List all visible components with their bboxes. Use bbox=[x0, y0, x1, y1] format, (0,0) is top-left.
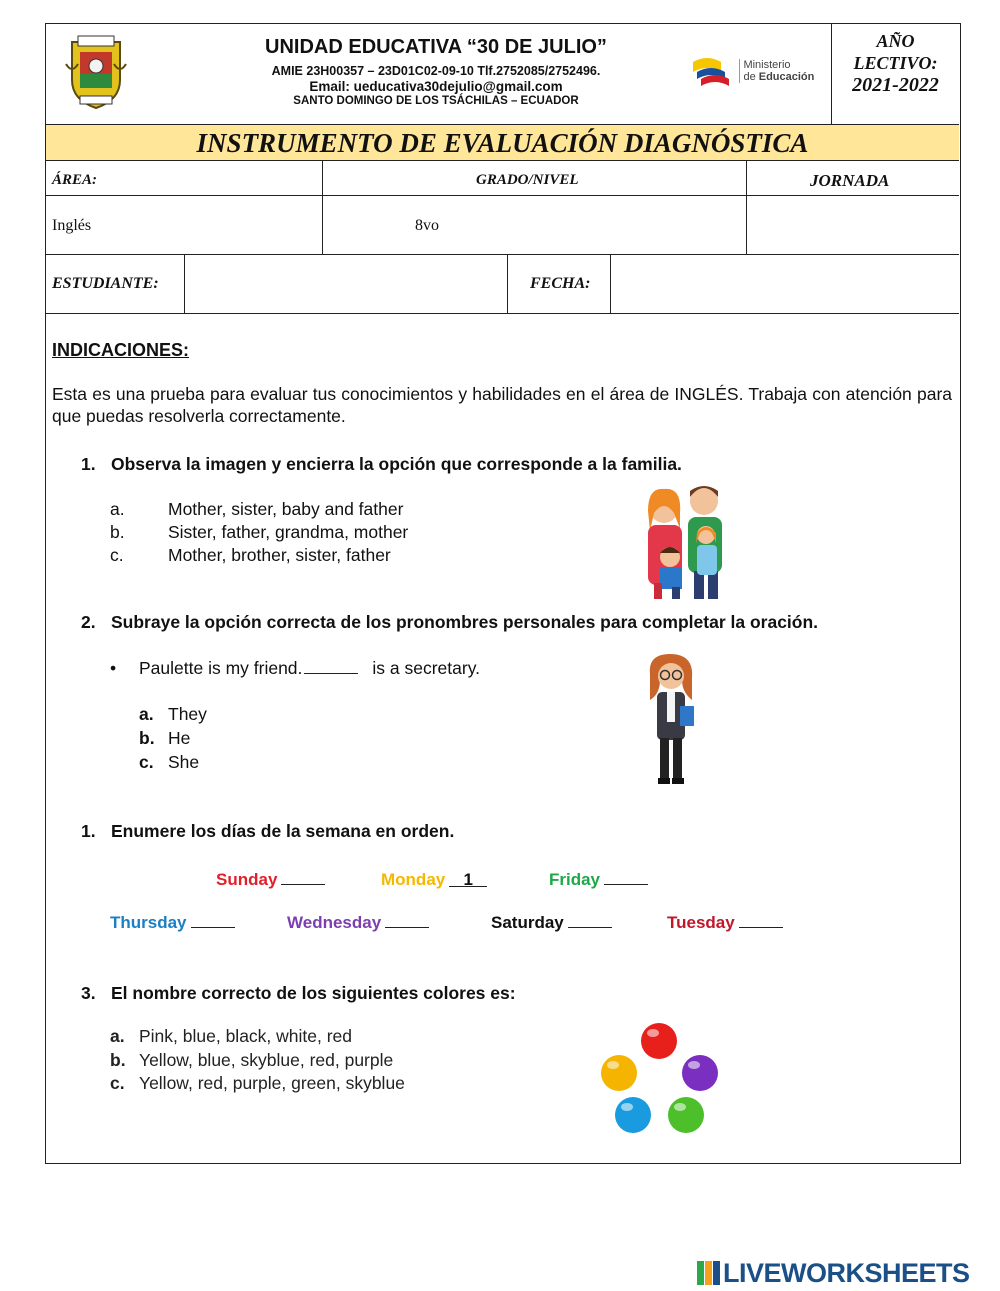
option-key: b. bbox=[110, 522, 125, 542]
school-codes: AMIE 23H00357 – 23D01C02-09-10 Tlf.2752085/2752496. bbox=[271, 64, 601, 78]
info-value-row bbox=[46, 196, 959, 255]
day-friday bbox=[549, 870, 648, 890]
q1-option-b[interactable] bbox=[110, 521, 408, 544]
day-thursday bbox=[110, 913, 235, 933]
day-name: Saturday bbox=[491, 913, 564, 932]
liveworksheets-brand bbox=[697, 1258, 970, 1289]
q1-option-a[interactable] bbox=[110, 498, 408, 521]
option-text: They bbox=[168, 704, 207, 724]
worksheet-title: INSTRUMENTO DE EVALUACIÓN DIAGNÓSTICA bbox=[46, 125, 959, 161]
option-text: Mother, brother, sister, father bbox=[168, 545, 391, 565]
ball-yellow-icon bbox=[601, 1055, 637, 1091]
brand-text: LIVEWORKSHEETS bbox=[723, 1258, 970, 1288]
fecha-label: FECHA: bbox=[530, 275, 591, 292]
estudiante-label: ESTUDIANTE: bbox=[52, 275, 159, 292]
divider bbox=[184, 255, 185, 314]
ministry-line1: Ministerio bbox=[743, 59, 791, 71]
day-tuesday bbox=[667, 913, 783, 933]
year-label-2: LECTIVO: bbox=[853, 53, 938, 73]
school-crest-icon bbox=[64, 34, 128, 110]
secretary-illustration-icon bbox=[642, 652, 700, 788]
day-answer-blank[interactable] bbox=[385, 914, 429, 928]
option-text: Pink, blue, black, white, red bbox=[139, 1026, 353, 1046]
question-text: Observa la imagen y encierra la opción que corresponde a la familia. bbox=[111, 454, 682, 474]
day-answer-blank[interactable] bbox=[191, 914, 235, 928]
option-key: a. bbox=[139, 704, 154, 724]
ecuador-flag-icon bbox=[691, 54, 735, 88]
grado-label: GRADO/NIVEL bbox=[476, 172, 579, 188]
ministry-line2-bold: Educación bbox=[758, 71, 815, 83]
option-key: b. bbox=[139, 728, 155, 748]
q1-option-c[interactable] bbox=[110, 544, 408, 567]
q2-option-a[interactable] bbox=[139, 702, 207, 726]
divider bbox=[610, 255, 611, 314]
area-value: Inglés bbox=[52, 217, 92, 234]
option-text: Yellow, red, purple, green, skyblue bbox=[139, 1073, 405, 1093]
ball-purple-icon bbox=[682, 1055, 718, 1091]
question-text: Enumere los días de la semana en orden. bbox=[111, 821, 455, 841]
ministry-logo bbox=[691, 54, 814, 88]
divider bbox=[507, 255, 508, 314]
family-illustration-icon bbox=[634, 479, 738, 601]
q2-options bbox=[139, 702, 207, 774]
question-4 bbox=[81, 983, 516, 1004]
option-key: c. bbox=[139, 752, 154, 772]
option-text: Mother, sister, baby and father bbox=[168, 499, 404, 519]
day-monday bbox=[381, 870, 487, 890]
day-name: Tuesday bbox=[667, 913, 735, 932]
question-number: 3. bbox=[81, 983, 96, 1003]
day-answer-blank[interactable] bbox=[281, 871, 325, 885]
day-answer-blank[interactable] bbox=[739, 914, 783, 928]
option-key: b. bbox=[110, 1049, 126, 1070]
day-answer-blank[interactable] bbox=[568, 914, 612, 928]
question-number: 2. bbox=[81, 612, 96, 632]
day-name: Monday bbox=[381, 870, 446, 889]
year-label-1: AÑO bbox=[876, 31, 915, 51]
day-sunday bbox=[216, 870, 325, 890]
sentence-part-1: Paulette is my friend. bbox=[139, 658, 303, 678]
day-answer-blank[interactable]: 1 bbox=[449, 873, 487, 887]
day-name: Wednesday bbox=[287, 913, 382, 932]
question-number: 1. bbox=[81, 821, 96, 841]
q2-option-c[interactable] bbox=[139, 750, 207, 774]
area-label: ÁREA: bbox=[52, 172, 98, 188]
grado-value: 8vo bbox=[415, 217, 439, 234]
ball-red-icon bbox=[641, 1023, 677, 1059]
option-key: a. bbox=[110, 499, 125, 519]
worksheet-frame bbox=[45, 23, 961, 1164]
q2-sentence bbox=[110, 657, 480, 680]
option-key: a. bbox=[110, 1026, 125, 1046]
jornada-label: JORNADA bbox=[810, 171, 890, 190]
question-text: El nombre correcto de los siguientes colores es: bbox=[111, 983, 516, 1003]
option-text: Sister, father, grandma, mother bbox=[168, 522, 409, 542]
instructions-text: Esta es una prueba para evaluar tus conocimientos y habilidades en el área de INGLÉS. Trabaja con atención para que puedas resolverla correctamente. bbox=[52, 384, 952, 426]
option-text: He bbox=[168, 728, 191, 748]
year-value: 2021-2022 bbox=[852, 74, 939, 96]
day-name: Sunday bbox=[216, 870, 278, 889]
option-text: Yellow, blue, skyblue, red, purple bbox=[139, 1049, 394, 1070]
school-year-box bbox=[831, 24, 959, 125]
question-number: 1. bbox=[81, 454, 96, 474]
student-name-field[interactable] bbox=[188, 259, 503, 310]
q2-option-b[interactable] bbox=[139, 726, 207, 750]
ministry-line2-prefix: de bbox=[743, 71, 759, 83]
answer-blank[interactable] bbox=[304, 660, 358, 674]
q4-option-a[interactable] bbox=[110, 1025, 405, 1049]
school-email: Email: ueducativa30dejulio@gmail.com bbox=[309, 79, 563, 94]
day-name: Friday bbox=[549, 870, 601, 889]
ball-skyblue-icon bbox=[615, 1097, 651, 1133]
question-2 bbox=[81, 612, 818, 633]
option-text: She bbox=[168, 752, 200, 772]
day-wednesday bbox=[287, 913, 429, 933]
ball-green-icon bbox=[668, 1097, 704, 1133]
school-info bbox=[196, 36, 676, 109]
day-name: Thursday bbox=[110, 913, 187, 932]
q4-options bbox=[110, 1025, 405, 1096]
sentence-part-2: is a secretary. bbox=[372, 658, 481, 678]
day-saturday bbox=[491, 913, 612, 933]
question-text: Subraye la opción correcta de los pronombres personales para completar la oración. bbox=[111, 612, 819, 632]
school-location: SANTO DOMINGO DE LOS TSÁCHILAS – ECUADOR bbox=[293, 95, 579, 107]
date-field[interactable] bbox=[614, 259, 955, 310]
option-key: c. bbox=[110, 545, 124, 565]
liveworksheets-logo-icon bbox=[697, 1261, 721, 1285]
question-3 bbox=[81, 821, 454, 842]
school-name: UNIDAD EDUCATIVA “30 DE JULIO” bbox=[265, 36, 607, 58]
color-balls-illustration bbox=[596, 1019, 726, 1137]
day-answer-blank[interactable] bbox=[604, 871, 648, 885]
worksheet-header bbox=[46, 24, 959, 125]
question-1 bbox=[81, 454, 682, 475]
q4-option-c[interactable] bbox=[110, 1072, 405, 1096]
q4-option-b[interactable] bbox=[110, 1049, 405, 1073]
option-key: c. bbox=[110, 1073, 125, 1093]
q1-options bbox=[110, 498, 408, 567]
instructions-heading: INDICACIONES: bbox=[52, 340, 190, 360]
bullet-icon: • bbox=[110, 658, 117, 678]
